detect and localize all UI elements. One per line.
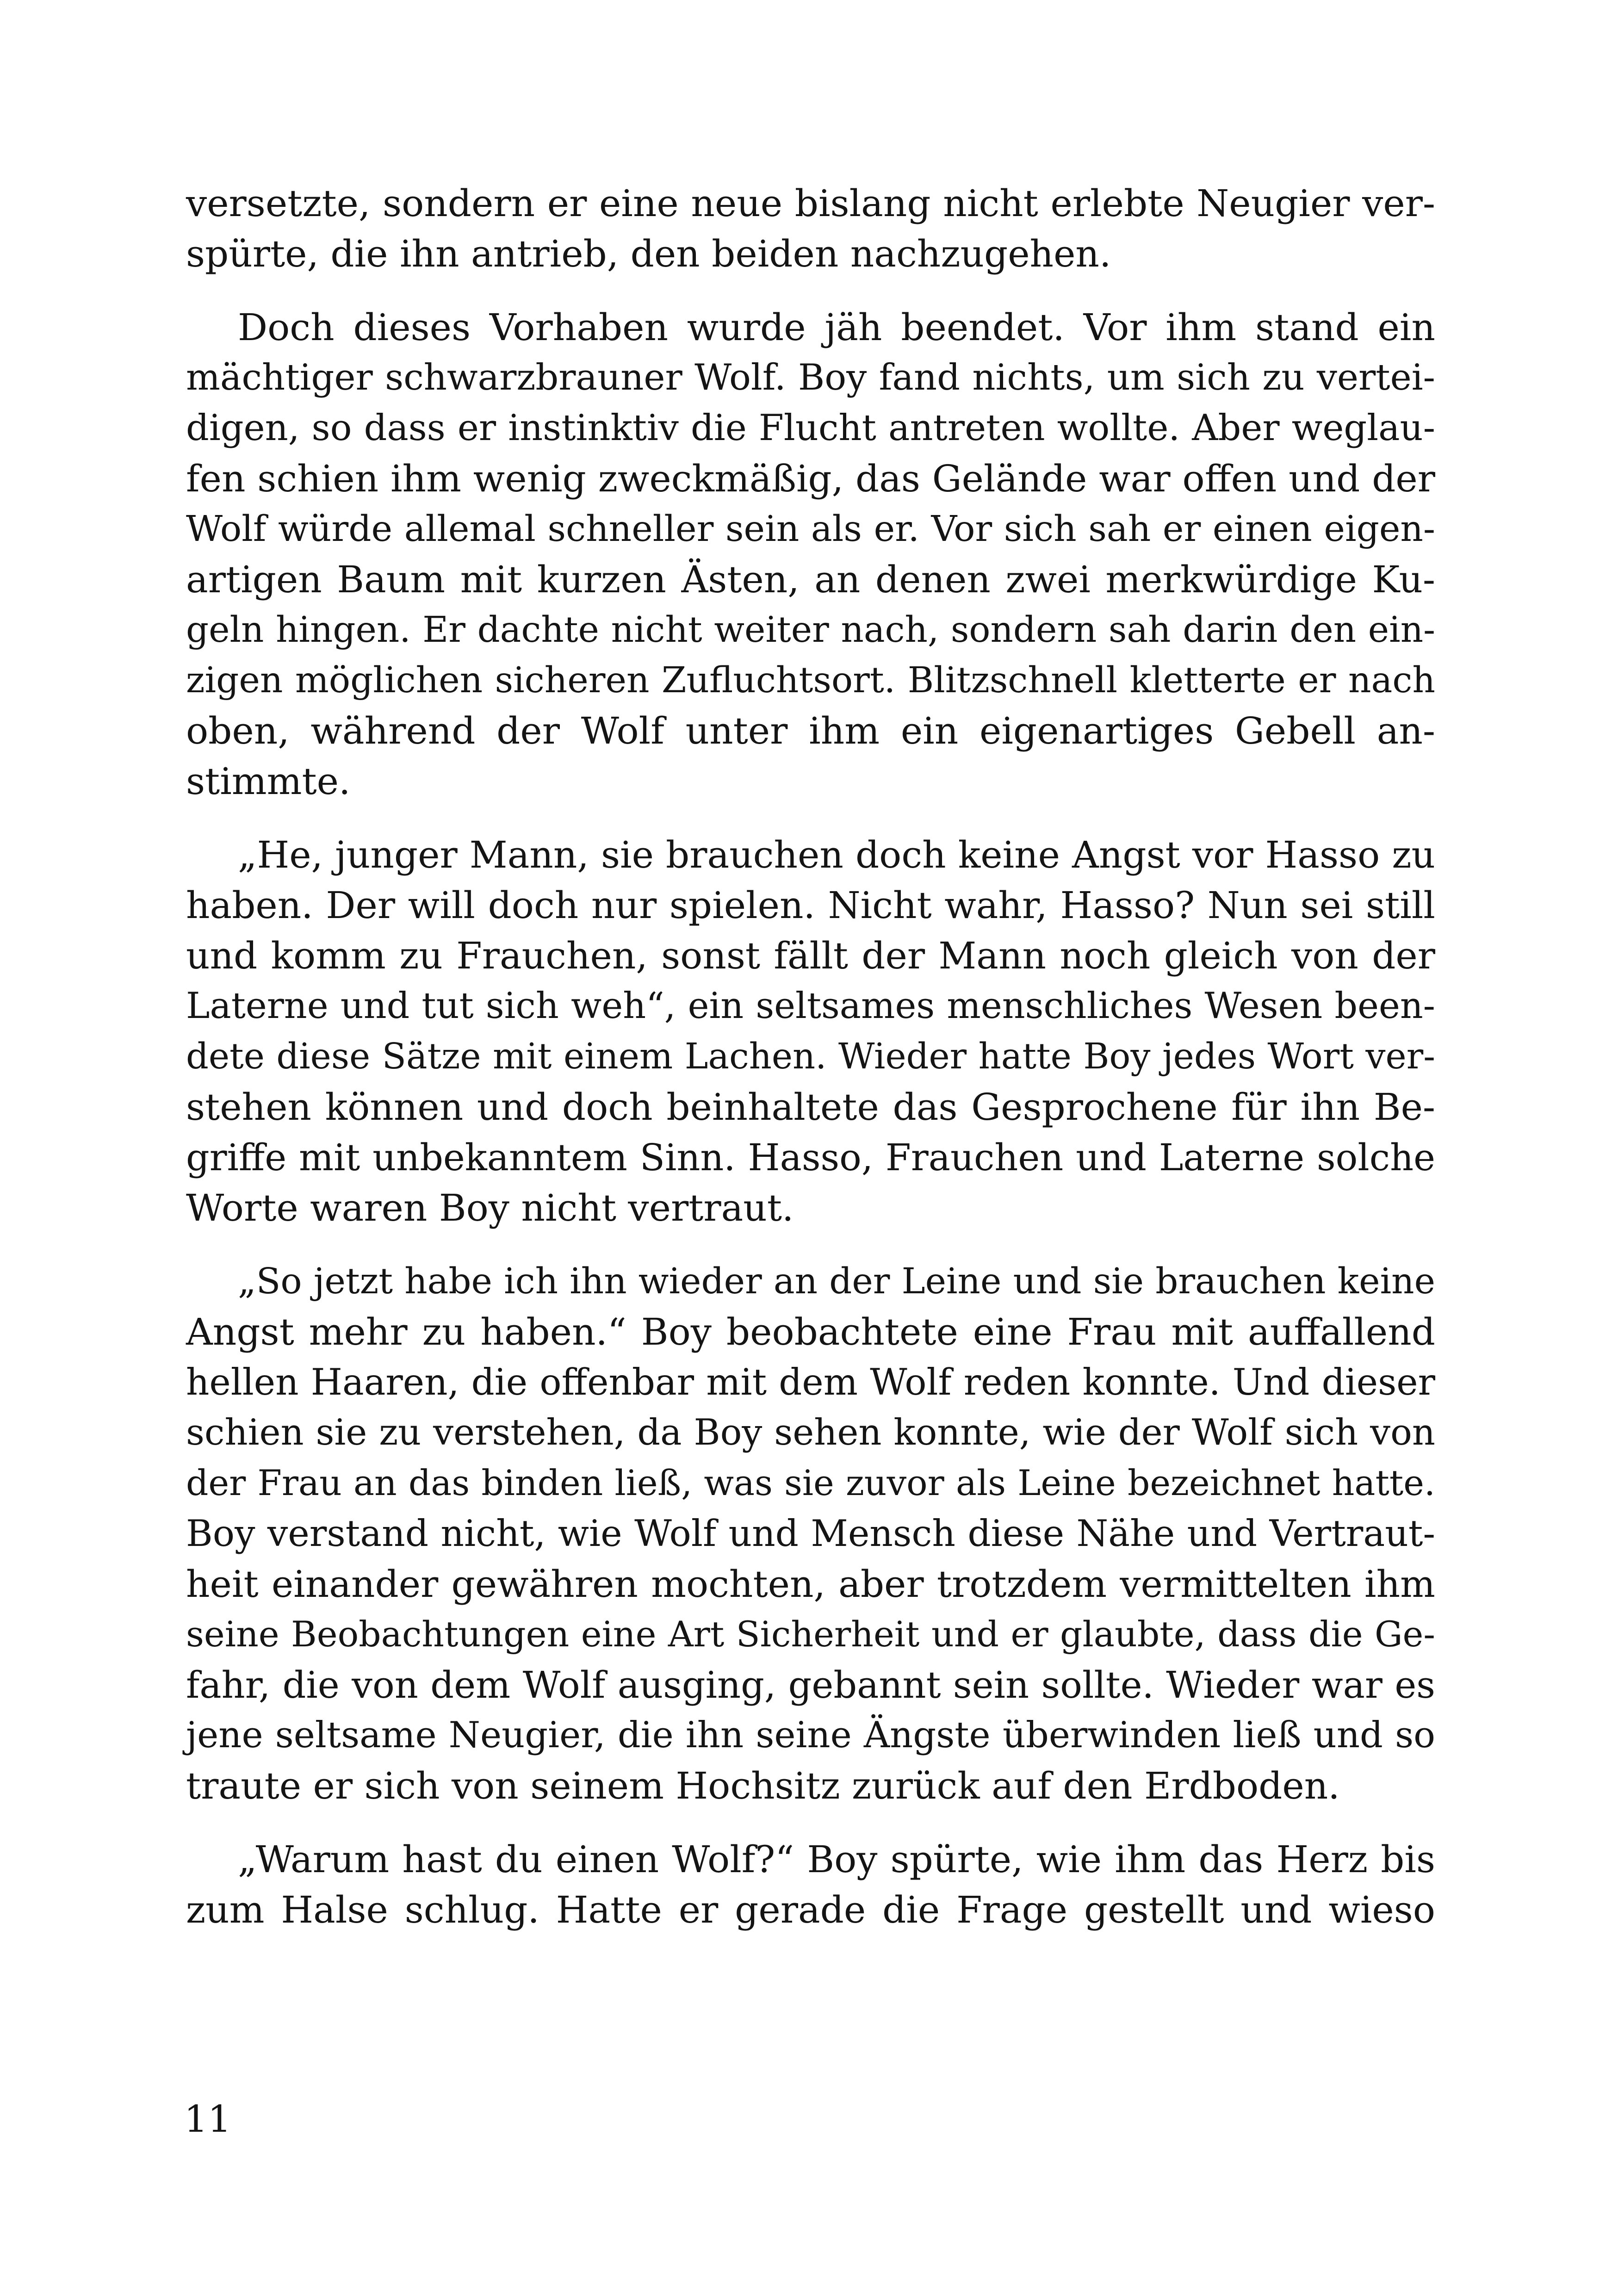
paragraph <box>186 302 1435 807</box>
text-line: traute er sich von seinem Hochsitz zurück auf den Erdboden. <box>186 1764 1340 1807</box>
paragraph <box>186 1256 1435 1811</box>
text-line: seine Beobachtungen eine Art Sicherheit und er glaubte, dass die Ge- <box>186 1614 1435 1655</box>
text-line: Boy verstand nicht, wie Wolf und Mensch diese Nähe und Vertraut- <box>186 1512 1435 1555</box>
paragraph <box>186 1834 1435 1935</box>
text-line: stehen können und doch beinhaltete das Gesprochene für ihn Be- <box>186 1086 1435 1129</box>
text-line: haben. Der will doch nur spielen. Nicht wahr, Hasso? Nun sei still <box>186 884 1435 927</box>
text-line: Laterne und tut sich weh“, ein seltsames menschliches Wesen been- <box>186 985 1435 1027</box>
text-line: spürte, die ihn antrieb, den beiden nachzugehen. <box>186 232 1111 275</box>
text-line: und komm zu Frauchen, sonst fällt der Mann noch gleich von der <box>186 934 1435 977</box>
text-line: jene seltsame Neugier, die ihn seine Ängste überwinden ließ und so <box>186 1714 1435 1756</box>
text-line: „He, junger Mann, sie brauchen doch keine Angst vor Hasso zu <box>238 833 1435 876</box>
text-line: griffe mit unbekanntem Sinn. Hasso, Frauchen und Laterne solche <box>186 1136 1435 1179</box>
text-line: Angst mehr zu haben.“ Boy beobachtete eine Frau mit auffallend <box>186 1310 1435 1353</box>
text-line: fahr, die von dem Wolf ausging, gebannt sein sollte. Wieder war es <box>186 1663 1435 1706</box>
text-line: der Frau an das binden ließ, was sie zuvor als Leine bezeichnet hatte. <box>186 1463 1435 1503</box>
text-line: Wolf würde allemal schneller sein als er. Vor sich sah er einen eigen- <box>186 509 1435 550</box>
text-line: digen, so dass er instinktiv die Flucht antreten wollte. Aber weglau- <box>186 407 1435 449</box>
text-line: geln hingen. Er dachte nicht weiter nach, sondern sah darin den ein- <box>186 609 1435 651</box>
text-line: „Warum hast du einen Wolf?“ Boy spürte, wie ihm das Herz bis <box>238 1838 1435 1881</box>
text-line: schien sie zu verstehen, da Boy sehen konnte, wie der Wolf sich von <box>186 1412 1435 1453</box>
text-line: fen schien ihm wenig zweckmäßig, das Gelände war offen und der <box>186 457 1435 500</box>
text-line: mächtiger schwarzbrauner Wolf. Boy fand nichts, um sich zu vertei- <box>186 357 1435 398</box>
text-line: stimmte. <box>186 760 351 803</box>
text-line: artigen Baum mit kurzen Ästen, an denen zwei merkwürdige Ku- <box>186 558 1435 601</box>
text-line: Doch dieses Vorhaben wurde jäh beendet. Vor ihm stand ein <box>238 306 1435 349</box>
text-line: oben, während der Wolf unter ihm ein eigenartiges Gebell an- <box>186 709 1435 752</box>
paragraph <box>186 178 1435 279</box>
text-line: heit einander gewähren mochten, aber trotzdem vermittelten ihm <box>186 1563 1435 1606</box>
text-line: hellen Haaren, die offenbar mit dem Wolf reden konnte. Und dieser <box>186 1361 1435 1403</box>
text-line: dete diese Sätze mit einem Lachen. Wieder hatte Boy jedes Wort ver- <box>186 1036 1435 1077</box>
page-number: 11 <box>184 2097 231 2141</box>
text-line: versetzte, sondern er eine neue bislang nicht erlebte Neugier ver- <box>186 182 1435 225</box>
text-line: Worte waren Boy nicht vertraut. <box>186 1186 794 1229</box>
text-line: zigen möglichen sicheren Zufluchtsort. Blitzschnell kletterte er nach <box>186 660 1435 701</box>
text-line: zum Halse schlug. Hatte er gerade die Frage gestellt und wieso <box>186 1888 1435 1931</box>
paragraph <box>186 830 1435 1233</box>
text-line: „So jetzt habe ich ihn wieder an der Leine und sie brauchen keine <box>238 1261 1435 1302</box>
body-text <box>186 178 1435 1935</box>
